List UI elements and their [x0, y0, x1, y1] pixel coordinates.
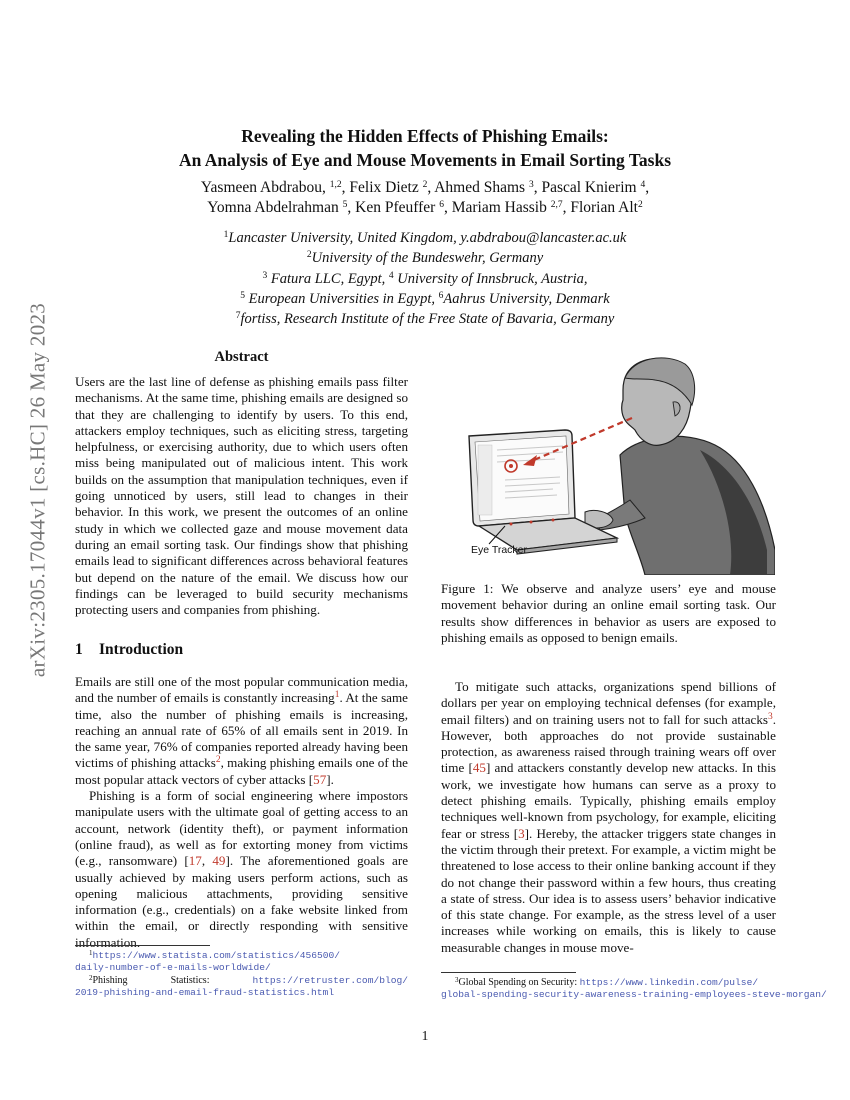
- affiliation-line: $^2$University of the Bundeswehr, Germany: [306, 250, 544, 267]
- title-line-2: An Analysis of Eye and Mouse Movements in Email Sorting Tasks: [178, 150, 672, 170]
- paragraph: Phishing is a form of social engineering where impostors manipulate users with the ultimate goal of getting access to an account, network (identity theft), or payment information (online fraud), as well as for extorting money from victims (e.g., ransomware) [17, 49]. The aforementioned goals are usually achieved by making users perform actions, such as opening malicious attachments, providing sensitive information (e.g., credentials) on a fake website linked from within the email, or directly responding with sensitive information.: [75, 788, 409, 950]
- intro-body: [75, 674, 408, 951]
- footnote-url[interactable]: https://retruster.com/blog/: [252, 974, 408, 986]
- footnote-url[interactable]: https://www.linkedin.com/pulse/: [579, 977, 759, 988]
- arxiv-id: arXiv:2305.17044v1 [cs.HC] 26 May 2023: [25, 302, 50, 678]
- footnote-url[interactable]: daily-number-of-e-mails-worldwide/: [75, 962, 271, 974]
- figure-1: [445, 350, 775, 575]
- abstract-text: Users are the last line of defense as phishing emails pass filter mechanisms. At the same time, phishing emails are designed so that they are challenging to identify by users. To this end, attackers employ techniques, such as eliciting stress, targeting helpfulness, or exercising authority, due to which users often miss being manipulated out of malicious intent. This work builds on the assumption that manipulation techniques, even if going unnoticed by users, still lead to changes in their behavior. In this work, we present the outcomes of an online study in which we collected gaze and mouse movement data during an email sorting task. Our findings show that phishing emails lead to significant differences across behavioral features but depend on the nature of the email. We discuss how our findings can be leveraged to build security mechanisms protecting users and companies from phishing.: [75, 374, 408, 618]
- citation-link[interactable]: 45: [472, 760, 486, 776]
- footnote-mark[interactable]: 3: [767, 711, 773, 722]
- footnote-1: $^1$https://www.statista.com/statistics/456500/: [89, 949, 341, 961]
- footnotes-right: [441, 977, 841, 1002]
- author-name: Pascal Knierim: [541, 179, 637, 196]
- abstract-heading: Abstract: [214, 349, 269, 365]
- affiliation-line: $^3$ Fatura LLC, Egypt, $^4$ University of Innsbruck, Austria,: [262, 270, 588, 287]
- author-sup: 2: [637, 200, 643, 210]
- footnote-rule: [75, 945, 210, 946]
- figure-caption: Figure 1: We observe and analyze users’ eye and mouse movement behavior during an online email sorting task. Our results show differences in behavior as users are exposed to phishing emails as opposed to benign emails.: [441, 581, 776, 645]
- paragraph: Emails are still one of the most popular communication media, and the number of emails is constantly increasing$^1$. At the same time, also the number of phishing emails is increasing, reaching an annual rate of 65% of all emails sent in 2019. In the same year, 76% of companies reported already having been victims of phishing attacks$^2$, making phishing emails one of the most popular attack vectors of cyber attacks [57].: [75, 674, 408, 787]
- footnotes-left: [75, 950, 408, 999]
- author-name: Yomna Abdelrahman: [207, 199, 339, 216]
- footnote-2-cont: [75, 987, 408, 999]
- right-column-body: [441, 679, 776, 956]
- page-number: 1: [421, 1028, 429, 1043]
- author-sup: 1,2: [329, 180, 342, 190]
- arxiv-sidebar: [18, 290, 58, 690]
- section-heading-introduction: [75, 641, 183, 659]
- affiliation-line: $^1$Lancaster University, United Kingdom, y.abdrabou@lancaster.ac.uk: [223, 230, 627, 246]
- section-title: Introduction: [99, 641, 184, 658]
- author-name: Ken Pfeuffer: [355, 199, 436, 216]
- abstract-body: [75, 374, 408, 618]
- figure-label-eye-tracker: Eye Tracker: [471, 544, 528, 556]
- author-sup: 2: [422, 180, 428, 190]
- footnote-url[interactable]: https://www.statista.com/statistics/456500/: [92, 950, 341, 961]
- footnote-1-cont: [75, 962, 408, 974]
- gaze-target-dot: [509, 464, 513, 468]
- footnote-3: $^3$Global Spending on Security: https://www.linkedin.com/pulse/: [455, 976, 759, 988]
- author-sup: 4: [640, 180, 646, 190]
- footnote-3-cont: [441, 989, 841, 1001]
- paper-title: [75, 124, 775, 172]
- affiliation-line: $^7$fortiss, Research Institute of the Free State of Bavaria, Germany: [235, 311, 615, 328]
- author-list: [75, 178, 775, 218]
- footnote-rule: [441, 972, 576, 973]
- author-sup: 2,7: [550, 200, 563, 210]
- author-line-2: Yomna Abdelrahman $^5$, Ken Pfeuffer $^6$, Mariam Hassib $^{2,7}$, Florian Alt$^2$: [207, 199, 643, 216]
- author-name: Yasmeen Abdrabou,: [200, 179, 326, 196]
- author-name: Ahmed Shams: [434, 179, 526, 196]
- author-line-1: Yasmeen Abdrabou, $^{1,2}$, Felix Dietz $^2$, Ahmed Shams $^3$, Pascal Knierim $^4$,: [200, 179, 650, 196]
- eye-tracking-illustration: [445, 350, 775, 575]
- citation-link[interactable]: 57: [313, 771, 327, 787]
- author-name: Florian Alt: [570, 199, 638, 216]
- section-number: 1: [75, 641, 83, 658]
- author-name: Mariam Hassib: [451, 199, 547, 216]
- author-sup: 5: [342, 200, 348, 210]
- citation-link[interactable]: 49: [212, 853, 226, 869]
- author-name: Felix Dietz: [349, 179, 419, 196]
- citation-link[interactable]: 17: [188, 853, 202, 869]
- title-line-1: Revealing the Hidden Effects of Phishing Emails:: [241, 126, 609, 146]
- footnote-mark[interactable]: 1: [334, 690, 340, 701]
- footnote-mark[interactable]: 2: [215, 755, 221, 766]
- author-sup: 6: [439, 200, 444, 210]
- footnote-url[interactable]: global-spending-security-awareness-training-employees-steve-morgan/: [441, 989, 827, 1001]
- affiliation-line: $^5$ European Universities in Egypt, $^6$Aahrus University, Denmark: [240, 290, 610, 307]
- citation-link[interactable]: 3: [518, 825, 525, 841]
- footnote-2: $^2$Phishing Statistics: https://retruster.com/blog/: [89, 973, 408, 986]
- paragraph: To mitigate such attacks, organizations spend billions of dollars per year on employing technical defenses (for example, email filters) and on training users not to fall for such attacks$^3$. However, both approaches do not provide sustainable protection, as awareness raised through training wears off over time [45] and attackers constantly develop new attacks. In this work, we investigate how humans can serve as a proxy to detect phishing emails. Typically, phishing emails employ techniques well-known from psychology, for example, eliciting fear or stress [3]. Hereby, the attacker triggers state changes in the victim through their pretext. For example, a victim might be threatened to lose access to their online banking account if they do not change their password within a few hours, thus creating a state of stress. Our idea is to assess users’ behavior indicative of this state change. For example, as the stress level of a user increases while working on emails, this is likely to cause measurable changes in mouse move-: [441, 679, 777, 955]
- author-sup: 3: [528, 180, 534, 190]
- affiliations: [75, 228, 775, 329]
- footnote-url[interactable]: 2019-phishing-and-email-fraud-statistics.html: [75, 986, 335, 998]
- screen-sidebar: [478, 445, 492, 515]
